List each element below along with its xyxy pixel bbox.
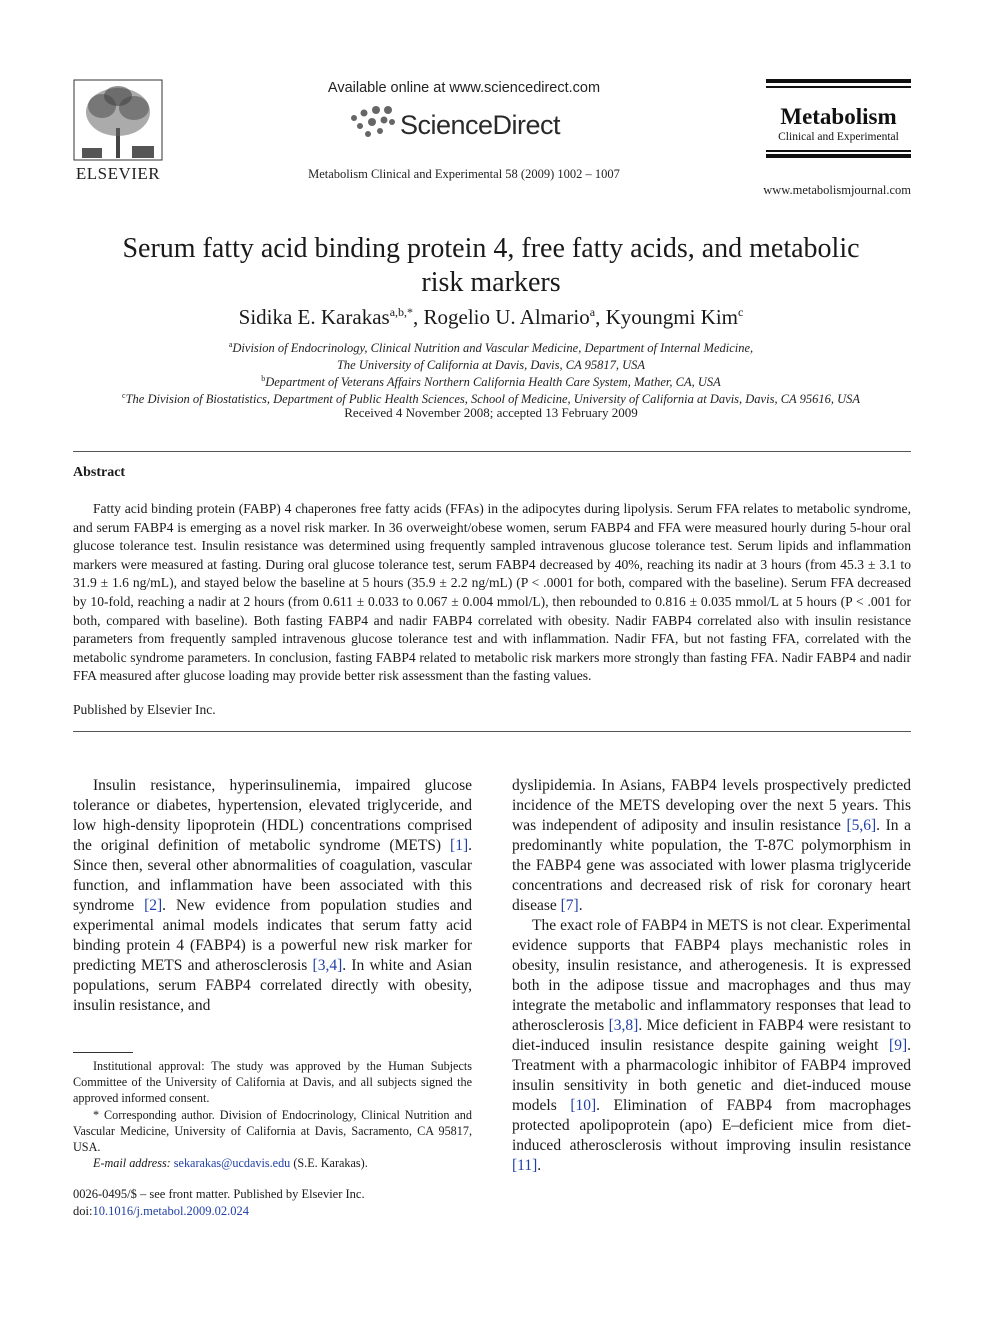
- body-text: . Since then, several other abnormalities of coagulation, vascular function, and inflammation have been associated with this syndrome: [73, 837, 472, 914]
- author-list: [90, 305, 892, 330]
- body-right-column: [512, 776, 911, 1176]
- sciencedirect-wordmark: ScienceDirect: [400, 110, 561, 140]
- affiliation-a: [60, 336, 922, 374]
- author-affiliation-marker[interactable]: a: [589, 305, 596, 319]
- author-separator: ,: [413, 305, 424, 329]
- citation-link[interactable]: [2]: [144, 897, 163, 914]
- affiliation-text: Department of Veterans Affairs Northern California Health Care System, Mather, CA, USA: [265, 375, 721, 390]
- citation-link[interactable]: [7]: [560, 897, 579, 914]
- brand-rule: [766, 86, 911, 88]
- title-line: Serum fatty acid binding protein 4, free fatty acids, and metabolic: [122, 233, 860, 264]
- body-text: . In white and Asian populations, serum FABP4 correlated directly with obesity, insulin resistance, and: [73, 957, 472, 1014]
- footnote-corresponding: * Corresponding author. Division of Endocrinology, Clinical Nutrition and Vascular Medicine, University of California at Davis, Sacramento, CA 95817, USA.: [73, 1107, 472, 1155]
- author-name[interactable]: Rogelio U. Almario: [423, 305, 590, 329]
- doi-link[interactable]: 10.1016/j.metabol.2009.02.024: [92, 1204, 250, 1218]
- footnote-approval: Institutional approval: The study was approved by the Human Subjects Committee of the University of California at Davis, and all subjects signed the approved informed consent.: [73, 1059, 472, 1106]
- body-text: . Elimination of FABP4 from macrophages protected apolipoprotein (apo) E–deficient mice from diet-induced atherosclerosis without improving insulin resistance: [512, 1097, 912, 1154]
- abstract-heading: Abstract: [73, 465, 126, 480]
- email-suffix: (S.E. Karakas).: [290, 1156, 368, 1171]
- abstract-publisher-note: Published by Elsevier Inc.: [73, 702, 216, 717]
- doi-label: doi:: [73, 1204, 93, 1218]
- doi-line: [73, 1203, 472, 1220]
- brand-rule: [766, 79, 911, 83]
- footnote-rule: [73, 1052, 133, 1053]
- abstract-body: Fatty acid binding protein (FABP) 4 chaperones free fatty acids (FFAs) in the adipocytes during lipolysis. Serum FFA relates to metabolic syndrome, and serum FABP4 is emerging as a novel risk marker. In 36 overweight/obese women, serum FABP4 and FFA were measured hourly during 5-hour oral glucose tolerance test. Insulin resistance was determined using frequently sampled intravenous glucose tolerance test. Serum lipids and inflammation markers were measured at fasting. During oral glucose tolerance test, serum FABP4 decreased by 40%, reaching its nadir at 3 hours (from 45.3 ± 3.1 to 31.9 ± 1.6 ng/mL), and stayed below the baseline at 5 hours (35.9 ± 2.2 ng/mL) (P < .0001 for both, compared with the baseline). Serum FFA decreased by 10-fold, reaching a nadir at 2 hours (from 0.611 ± 0.033 to 0.067 ± 0.004 mmol/L), then rebounded to 0.816 ± 0.035 mmol/L at 5 hours (P < .001 for both, compared with baseline). Both fasting FABP4 and nadir FABP4 correlated with obesity. Nadir FABP4 correlated also with insulin resistance parameters from frequently sampled intravenous glucose tolerance test and with inflammation. Nadir FFA, but not fasting FFA, correlated with the metabolic syndrome parameters. In conclusion, fasting FABP4 related to metabolic risk markers more strongly than fasting FFA. Nadir FABP4 and nadir FFA measured after glucose loading may provide better risk assessment than the fasting values.: [73, 501, 911, 684]
- body-text: .: [537, 1157, 542, 1174]
- affiliation-text: The Division of Biostatistics, Department of Public Health Sciences, School of Medicine, University of California at Davis, Davis, CA 95616, USA: [125, 392, 860, 407]
- body-text: . Treatment with a pharmacologic inhibitor of FABP4 improved insulin sensitivity in both genetic and diet-induced mouse models: [512, 1037, 911, 1114]
- body-paragraph: [512, 776, 911, 916]
- body-text: . New evidence from population studies and experimental animal models indicates that serum fatty acid binding protein 4 (FABP4) is a powerful new risk marker for predicting METS and atherosclerosis: [73, 897, 472, 974]
- citation-link[interactable]: [3,8]: [608, 1017, 639, 1034]
- journal-url-link[interactable]: www.metabolismjournal.com: [763, 183, 911, 197]
- author-name[interactable]: Kyoungmi Kim: [605, 305, 739, 329]
- journal-citation: Metabolism Clinical and Experimental 58 (2009) 1002 – 1007: [308, 167, 620, 181]
- affiliation-text: Division of Endocrinology, Clinical Nutrition and Vascular Medicine, Department of Internal Medicine,: [232, 341, 754, 356]
- publisher-name: ELSEVIER: [75, 164, 161, 183]
- body-left-column: [73, 776, 472, 1016]
- article-title: [90, 232, 892, 300]
- body-text: . Mice deficient in FABP4 were resistant to diet-induced insulin resistance despite gaining weight: [512, 1017, 911, 1054]
- issn-line: 0026-0495/$ – see front matter. Published by Elsevier Inc.: [73, 1187, 365, 1201]
- author-name[interactable]: Sidika E. Karakas: [238, 305, 390, 329]
- section-divider: [73, 731, 911, 732]
- body-text: . In a predominantly white population, the T-87C polymorphism in the FABP4 gene was associated with lower plasma triglyceride concentrations and decreased risk of risk for coronary heart disease: [512, 817, 911, 914]
- body-text: Insulin resistance, hyperinsulinemia, impaired glucose tolerance or diabetes, hypertension, elevated triglyceride, and low high-density lipoprotein (HDL) concentrations comprised the original definition of metabolic syndrome (METS): [73, 777, 472, 854]
- email-link[interactable]: sekarakas@ucdavis.edu: [173, 1156, 291, 1171]
- body-paragraph: [73, 776, 472, 1016]
- author-affiliation-marker[interactable]: a,b,*: [389, 305, 414, 319]
- citation-link[interactable]: [1]: [450, 837, 469, 854]
- title-line: risk markers: [421, 267, 561, 298]
- affiliation-marker: c: [122, 391, 126, 400]
- received-dates: Received 4 November 2008; accepted 13 February 2009: [344, 405, 638, 420]
- citation-link[interactable]: [3,4]: [312, 957, 343, 974]
- body-text: The exact role of FABP4 in METS is not clear. Experimental evidence supports that FABP4 plays mechanistic roles in obesity, insulin resistance, and atherogenesis. It is expressed both in the adipose tissue and macrophages and thus may integrate the metabolic and inflammatory responses that lead to atherosclerosis: [512, 917, 911, 1034]
- body-paragraph: [512, 916, 911, 1176]
- available-online-text[interactable]: Available online at www.sciencedirect.com: [327, 80, 601, 96]
- citation-link[interactable]: [10]: [570, 1097, 597, 1114]
- email-label: E-mail address:: [93, 1156, 171, 1171]
- article-identifiers: [73, 1186, 472, 1220]
- body-text: .: [578, 897, 583, 914]
- citation-link[interactable]: [11]: [512, 1157, 538, 1174]
- section-divider: [73, 451, 911, 452]
- citation-link[interactable]: [9]: [889, 1037, 908, 1054]
- author-separator: ,: [595, 305, 606, 329]
- journal-brand-subtitle: Clinical and Experimental: [778, 131, 899, 143]
- brand-rule: [766, 154, 911, 158]
- journal-brand-title: Metabolism: [780, 104, 897, 129]
- body-text: dyslipidemia. In Asians, FABP4 levels prospectively predicted incidence of the METS developing over the next 5 years. This was independent of adiposity and insulin resistance: [512, 777, 911, 834]
- footnotes: [73, 1058, 472, 1171]
- citation-link[interactable]: [5,6]: [846, 817, 877, 834]
- affiliation-marker: a: [228, 340, 233, 349]
- author-affiliation-marker[interactable]: c: [738, 305, 744, 319]
- brand-rule: [766, 150, 911, 152]
- affiliation-text: The University of California at Davis, Davis, CA 95817, USA: [336, 358, 646, 373]
- affiliation-marker: b: [261, 374, 266, 383]
- footnote-email: [73, 1155, 472, 1171]
